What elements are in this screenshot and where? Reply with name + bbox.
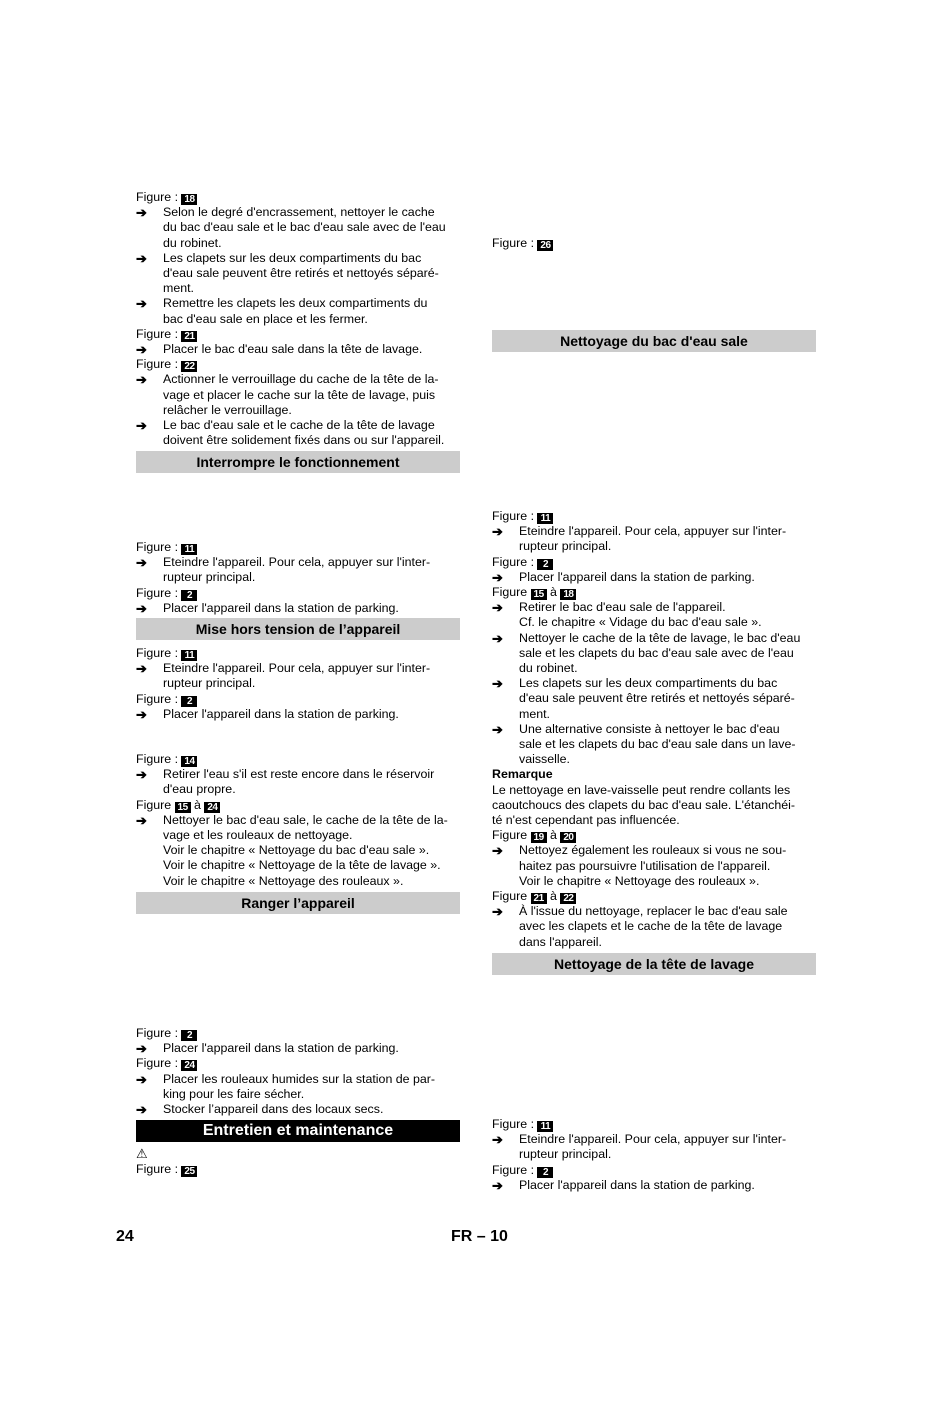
figure-ref: Figure : 26	[492, 236, 816, 251]
instruction-item: ➔ Selon le degré d'encrassement, nettoyer le cache du bac d'eau sale et le bac d'eau sale avec de l'eau du robinet.	[136, 205, 446, 250]
figure-number-badge: 11	[181, 544, 197, 555]
arrow-icon: ➔	[136, 555, 147, 571]
instruction-item: ➔ À l'issue du nettoyage, replacer le bac d'eau sale avec les clapets et le cache de la tête de lavage dans l'appareil.	[492, 904, 788, 949]
figure-number-badge: 20	[560, 832, 576, 843]
block-figure-26	[492, 236, 816, 251]
remark-text: Le nettoyage en lave-vaisselle peut rendre collants les	[492, 782, 791, 797]
figure-ref: Figure : 11	[136, 646, 460, 661]
instruction-item: ➔ Eteindre l'appareil. Pour cela, appuyer sur l'inter- rupteur principal.	[136, 555, 431, 585]
arrow-icon: ➔	[136, 205, 147, 221]
instruction-item: ➔ Placer l'appareil dans la station de parking.	[492, 1177, 755, 1193]
section-heading-maintenance: Entretien et maintenance	[136, 1120, 460, 1142]
arrow-icon: ➔	[136, 1071, 147, 1087]
arrow-icon: ➔	[492, 676, 503, 692]
figure-ref: Figure : 25	[136, 1162, 460, 1177]
figure-ref: Figure : 2	[136, 1026, 460, 1041]
instruction-item: ➔ Stocker l’appareil dans des locaux secs.	[136, 1102, 384, 1118]
remark-title: Remarque	[492, 767, 553, 782]
figure-ref: Figure : 2	[492, 555, 816, 570]
arrow-icon: ➔	[136, 1102, 147, 1118]
warning-icon: ⚠	[136, 1146, 148, 1161]
figure-number-badge: 24	[181, 1060, 197, 1071]
page-number: 24	[116, 1228, 134, 1245]
figure-number-badge: 25	[181, 1166, 197, 1177]
figure-ref: Figure : 2	[492, 1163, 816, 1178]
figure-number-badge: 18	[560, 589, 576, 600]
instruction-item: ➔ Le bac d'eau sale et le cache de la tête de lavage doivent être solidement fixés dans ou sur l'appareil.	[136, 418, 445, 448]
instruction-item: ➔ Placer l'appareil dans la station de parking.	[136, 706, 399, 722]
instruction-item: ➔ Nettoyer le bac d'eau sale, le cache de la tête de la- vage et les rouleaux de nettoyage. Voir le chapitre « Nettoyage du bac d'eau sale ». Voir le chapitre « Nettoyage de la tête de lavage ». Voir le chapitre « Nettoyage des rouleaux ».	[136, 812, 448, 888]
figure-number-badge: 2	[181, 1030, 197, 1041]
arrow-icon: ➔	[492, 630, 503, 646]
arrow-icon: ➔	[136, 342, 147, 358]
figure-ref: Figure : 22	[136, 357, 460, 372]
page-code: FR – 10	[451, 1228, 508, 1245]
arrow-icon: ➔	[492, 904, 503, 920]
instruction-item: ➔ Nettoyer le cache de la tête de lavage, le bac d'eau sale et les clapets du bac d'eau sale avec de l'eau du robinet.	[492, 630, 801, 676]
figure-number-badge: 11	[537, 1121, 553, 1132]
figure-number-badge: 18	[181, 194, 197, 205]
block-figure-18	[136, 190, 460, 448]
figure-number-badge: 21	[181, 331, 197, 342]
figure-number-badge: 11	[181, 650, 197, 661]
figure-ref: Figure : 24	[136, 1056, 460, 1071]
instruction-item: ➔ Placer l'appareil dans la station de parking.	[136, 600, 399, 616]
figure-number-badge: 14	[181, 756, 197, 767]
arrow-icon: ➔	[136, 1041, 147, 1057]
arrow-icon: ➔	[136, 418, 147, 434]
arrow-icon: ➔	[136, 250, 147, 266]
arrow-icon: ➔	[492, 1177, 503, 1193]
figure-number-badge: 15	[531, 589, 547, 600]
instruction-item: ➔ Les clapets sur les deux compartiments du bac d'eau sale peuvent être retirés et nettoyés séparé- ment.	[492, 676, 795, 721]
block-power-off	[136, 646, 460, 722]
figure-number-badge: 26	[537, 240, 553, 251]
arrow-icon: ➔	[492, 524, 503, 540]
instruction-item: ➔ Une alternative consiste à nettoyer le bac d'eau sale et les clapets du bac d'eau sale dans un lave- vaisselle.	[492, 721, 796, 767]
figure-number-badge: 24	[204, 802, 220, 813]
arrow-icon: ➔	[136, 706, 147, 722]
block-storage	[136, 1026, 460, 1117]
figure-number-badge: 2	[537, 559, 553, 570]
section-heading-storage: Ranger l’appareil	[136, 892, 460, 914]
block-clean-before-storage	[136, 752, 460, 889]
arrow-icon: ➔	[492, 569, 503, 585]
arrow-icon: ➔	[136, 661, 147, 677]
instruction-item: ➔ Eteindre l'appareil. Pour cela, appuyer sur l'inter- rupteur principal.	[136, 661, 431, 691]
figure-ref: Figure 15 à 18	[492, 585, 816, 600]
figure-number-badge: 2	[181, 590, 197, 601]
block-maintenance	[136, 1146, 460, 1177]
figure-number-badge: 11	[537, 513, 553, 524]
figure-number-badge: 2	[181, 696, 197, 707]
figure-number-badge: 15	[175, 802, 191, 813]
instruction-item: ➔ Les clapets sur les deux compartiments du bac d'eau sale peuvent être retirés et nettoyés séparé- ment.	[136, 250, 439, 296]
arrow-icon: ➔	[136, 767, 147, 783]
arrow-icon: ➔	[136, 372, 147, 388]
arrow-icon: ➔	[492, 600, 503, 616]
arrow-icon: ➔	[492, 1132, 503, 1148]
instruction-item: ➔ Retirer le bac d'eau sale de l'appareil. Cf. le chapitre « Vidage du bac d'eau sale ».	[492, 600, 762, 630]
instruction-item: ➔ Placer l'appareil dans la station de parking.	[136, 1041, 399, 1057]
arrow-icon: ➔	[136, 812, 147, 828]
figure-ref: Figure 19 à 20	[492, 828, 816, 843]
arrow-icon: ➔	[492, 843, 503, 859]
arrow-icon: ➔	[492, 721, 503, 737]
section-heading-power-off: Mise hors tension de l’appareil	[136, 618, 460, 640]
instruction-item: ➔ Placer l'appareil dans la station de parking.	[492, 569, 755, 585]
instruction-item: ➔ Nettoyez également les rouleaux si vous ne sou- haitez pas poursuivre l'utilisation de l'appareil. Voir le chapitre « Nettoyage des rouleaux ».	[492, 843, 787, 888]
figure-number-badge: 22	[560, 893, 576, 904]
figure-ref: Figure : 11	[136, 540, 460, 555]
instruction-item: ➔ Placer le bac d'eau sale dans la tête de lavage.	[136, 342, 423, 358]
arrow-icon: ➔	[136, 600, 147, 616]
remark-text: té n'est cependant pas influencée.	[492, 813, 680, 828]
figure-ref: Figure : 11	[492, 509, 816, 524]
figure-ref: Figure : 2	[136, 586, 460, 601]
instruction-item: ➔ Eteindre l'appareil. Pour cela, appuyer sur l'inter- rupteur principal.	[492, 1132, 787, 1162]
figure-ref: Figure 15 à 24	[136, 798, 460, 813]
figure-ref: Figure : 2	[136, 692, 460, 707]
section-heading-dirty-tank: Nettoyage du bac d'eau sale	[492, 330, 816, 352]
section-heading-wash-head: Nettoyage de la tête de lavage	[492, 953, 816, 975]
arrow-icon: ➔	[136, 296, 147, 312]
figure-ref: Figure : 21	[136, 327, 460, 342]
figure-ref: Figure : 14	[136, 752, 460, 767]
figure-ref: Figure : 11	[492, 1117, 816, 1132]
remark-text: caoutchoucs des clapets du bac d'eau sale. L'étanchéi-	[492, 797, 795, 812]
instruction-item: ➔ Retirer l'eau s'il est reste encore dans le réservoir d'eau propre.	[136, 767, 435, 797]
block-dirty-tank-cleaning	[492, 509, 816, 950]
figure-ref: Figure : 18	[136, 190, 460, 205]
instruction-item: ➔ Placer les rouleaux humides sur la station de par- king pour les faire sécher.	[136, 1071, 436, 1101]
instruction-item: ➔ Eteindre l'appareil. Pour cela, appuyer sur l'inter- rupteur principal.	[492, 524, 787, 554]
figure-number-badge: 19	[531, 832, 547, 843]
instruction-item: ➔ Remettre les clapets les deux compartiments du bac d'eau sale en place et les fermer.	[136, 296, 428, 326]
block-wash-head-cleaning	[492, 1117, 816, 1193]
figure-number-badge: 2	[537, 1167, 553, 1178]
figure-number-badge: 21	[531, 893, 547, 904]
instruction-item: ➔ Actionner le verrouillage du cache de la tête de la- vage et placer le cache sur la tête de lavage, puis relâcher le verrouillage.	[136, 372, 439, 417]
figure-number-badge: 22	[181, 361, 197, 372]
section-heading-interrupt: Interrompre le fonctionnement	[136, 451, 460, 473]
block-interrupt	[136, 540, 460, 616]
figure-ref: Figure 21 à 22	[492, 889, 816, 904]
